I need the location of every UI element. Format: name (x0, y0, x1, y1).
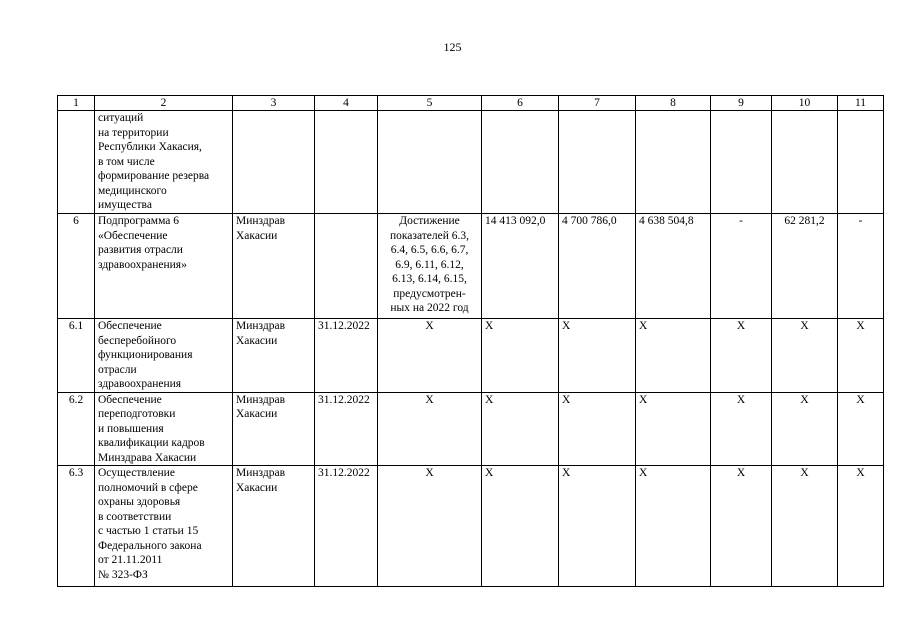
executor: Минздрав Хакасии (233, 319, 315, 393)
event-name: Обеспечение переподготовки и повышения квалификации кадров Минздрава Хакасии (95, 392, 233, 466)
value-col-11: X (838, 466, 884, 587)
column-number: 10 (772, 96, 838, 111)
expected-result (378, 111, 482, 214)
value-col-10: X (772, 319, 838, 393)
value-col-11: X (838, 319, 884, 393)
event-name: ситуаций на территории Республики Хакасия, в том числе формирование резерва медицинского имущества (95, 111, 233, 214)
value-col-8: X (636, 319, 711, 393)
program-table (57, 95, 884, 587)
deadline (315, 214, 378, 319)
row-number (58, 111, 95, 214)
column-number: 3 (233, 96, 315, 111)
row-number: 6.2 (58, 392, 95, 466)
column-number: 9 (711, 96, 772, 111)
event-name: Обеспечение бесперебойного функционирования отрасли здравоохранения (95, 319, 233, 393)
value-col-11: - (838, 214, 884, 319)
column-number-row (58, 96, 884, 111)
table-row (58, 319, 884, 393)
value-col-7: X (559, 319, 636, 393)
value-col-11: X (838, 392, 884, 466)
value-col-9: X (711, 319, 772, 393)
executor: Минздрав Хакасии (233, 392, 315, 466)
column-number: 5 (378, 96, 482, 111)
executor: Минздрав Хакасии (233, 214, 315, 319)
row-number: 6 (58, 214, 95, 319)
value-col-6: 14 413 092,0 (482, 214, 559, 319)
column-number: 6 (482, 96, 559, 111)
value-col-7: 4 700 786,0 (559, 214, 636, 319)
table-row (58, 214, 884, 319)
value-col-8: 4 638 504,8 (636, 214, 711, 319)
value-col-7 (559, 111, 636, 214)
value-col-11 (838, 111, 884, 214)
column-number: 7 (559, 96, 636, 111)
value-col-8: X (636, 392, 711, 466)
table-row (58, 392, 884, 466)
value-col-9: X (711, 466, 772, 587)
row-number: 6.1 (58, 319, 95, 393)
deadline: 31.12.2022 (315, 466, 378, 587)
column-number: 2 (95, 96, 233, 111)
column-number: 8 (636, 96, 711, 111)
value-col-9: X (711, 392, 772, 466)
value-col-10 (772, 111, 838, 214)
value-col-9 (711, 111, 772, 214)
executor: Минздрав Хакасии (233, 466, 315, 587)
expected-result: X (378, 466, 482, 587)
value-col-7: X (559, 466, 636, 587)
deadline: 31.12.2022 (315, 392, 378, 466)
row-number: 6.3 (58, 466, 95, 587)
value-col-6: X (482, 466, 559, 587)
column-number: 4 (315, 96, 378, 111)
executor (233, 111, 315, 214)
expected-result: Достижение показателей 6.3, 6.4, 6.5, 6.6, 6.7, 6.9, 6.11, 6.12, 6.13, 6.14, 6.15, предусмотрен- ных на 2022 год (378, 214, 482, 319)
value-col-8 (636, 111, 711, 214)
column-number: 11 (838, 96, 884, 111)
table-row (58, 466, 884, 587)
value-col-10: X (772, 466, 838, 587)
value-col-6: X (482, 392, 559, 466)
value-col-6: X (482, 319, 559, 393)
value-col-7: X (559, 392, 636, 466)
value-col-6 (482, 111, 559, 214)
value-col-10: X (772, 392, 838, 466)
table-row (58, 111, 884, 214)
page-number: 125 (443, 40, 462, 54)
expected-result: X (378, 319, 482, 393)
value-col-10: 62 281,2 (772, 214, 838, 319)
event-name: Подпрограмма 6 «Обеспечение развития отрасли здравоохранения» (95, 214, 233, 319)
deadline (315, 111, 378, 214)
value-col-8: X (636, 466, 711, 587)
deadline: 31.12.2022 (315, 319, 378, 393)
column-number: 1 (58, 96, 95, 111)
expected-result: X (378, 392, 482, 466)
event-name: Осуществление полномочий в сфере охраны здоровья в соответствии с частью 1 статьи 15 Федерального закона от 21.11.2011 № 323-ФЗ (95, 466, 233, 587)
value-col-9: - (711, 214, 772, 319)
